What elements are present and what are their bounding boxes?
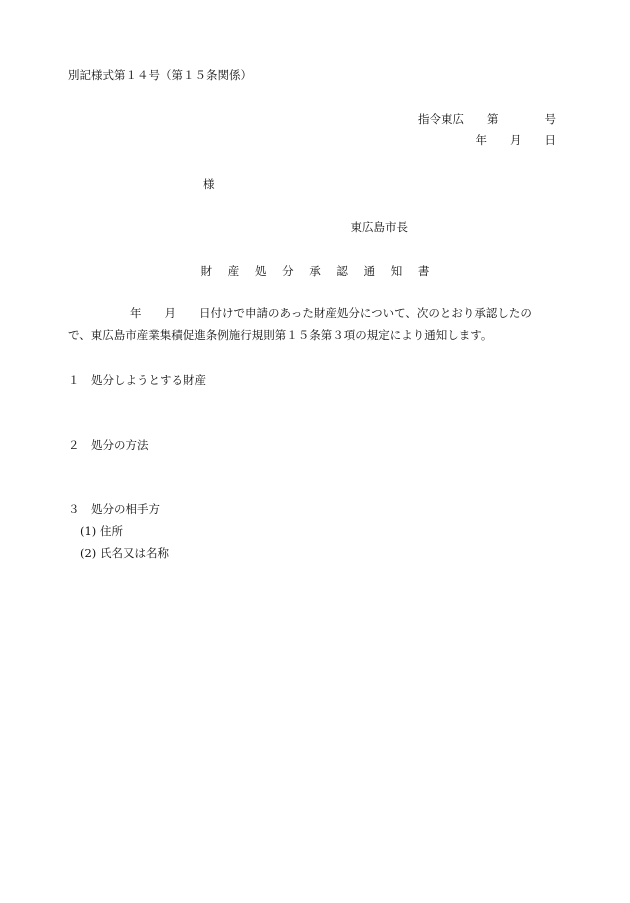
addressee: 様: [203, 177, 215, 191]
body-text-line-1: [68, 306, 532, 320]
sender: 東広島市長: [350, 220, 408, 234]
body-text-line-2: で、東広島市産業集積促進条例施行規則第１５条第３項の規定により通知します。: [68, 328, 493, 342]
title-char: 通: [363, 264, 376, 278]
title-char: 認: [336, 264, 348, 278]
document-title: [0, 264, 630, 278]
title-char: 承: [309, 264, 321, 278]
body-text-line-1-content: 年 月 日付けで申請のあった財産処分について、次のとおり承認したの: [130, 306, 532, 320]
title-char: 財: [200, 264, 213, 278]
title-char: 分: [282, 264, 294, 278]
document-date: 年 月 日: [475, 133, 556, 147]
item-method: ２ 処分の方法: [68, 438, 149, 452]
title-char: 知: [390, 264, 403, 278]
item-counterparty: ３ 処分の相手方: [68, 502, 160, 516]
title-char: 処: [254, 264, 267, 278]
sub-item-address: (1) 住所: [80, 524, 123, 538]
title-char: 書: [417, 264, 430, 278]
item-property: １ 処分しようとする財産: [68, 373, 206, 387]
title-char: 産: [227, 264, 240, 278]
document-number: 指令東広 第 号: [418, 112, 556, 126]
sub-item-name: (2) 氏名又は名称: [80, 546, 169, 560]
form-label: 別記様式第１４号（第１５条関係）: [68, 68, 252, 82]
